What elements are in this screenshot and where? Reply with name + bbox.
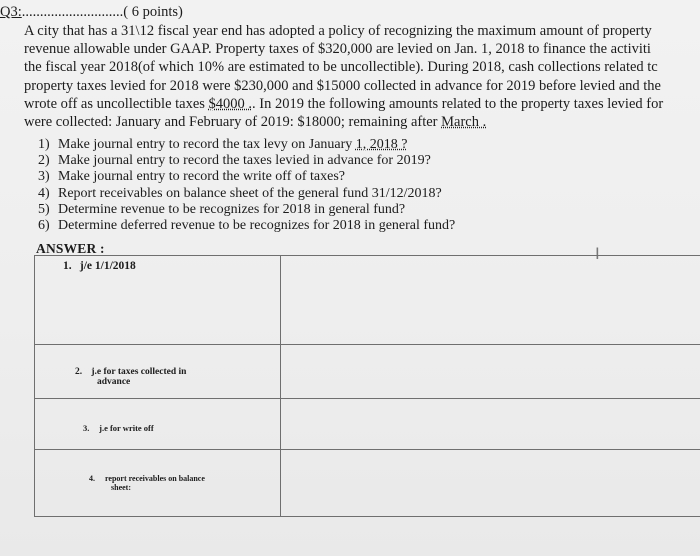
paragraph-line: property taxes levied for 2018 were $230,000 and $15000 collected in advance for 2019 before levied and the [24, 77, 661, 94]
answer-heading: ANSWER : [36, 241, 105, 256]
question-paragraph [24, 22, 700, 131]
march-text: March . [441, 114, 487, 131]
header-dots: ............................ [21, 4, 124, 20]
points-label: ( 6 points) [123, 4, 183, 20]
answer-cell-input[interactable] [281, 450, 700, 517]
question-number: Q3: [0, 4, 22, 20]
answer-cell-input[interactable] [281, 345, 700, 399]
paragraph-line: A city that has a 31\12 fiscal year end has adopted a policy of recognizing the maximum amount of property [24, 23, 652, 39]
answer-cell-label[interactable]: 2. j.e for taxes collected in advance [35, 345, 281, 399]
task-item: 1) Make journal entry to record the tax levy on January 1, 2018 ? [38, 137, 408, 152]
answer-cell-label[interactable]: 3. j.e for write off [35, 399, 281, 450]
table-row [35, 345, 700, 399]
text-cursor-icon: I [595, 244, 600, 263]
answer-cell-input[interactable] [281, 256, 700, 345]
question-header [0, 4, 183, 21]
answer-cell-label[interactable]: 1. j/e 1/1/2018 [35, 256, 281, 345]
task-item: 3) Make journal entry to record the write off of taxes? [38, 169, 346, 185]
task-item: 4) Report receivables on balance sheet of the general fund 31/12/2018? [38, 185, 442, 201]
task-item: 6) Determine deferred revenue to be recognizes for 2018 in general fund? [38, 218, 456, 234]
writeoff-amount: $4000 . [208, 95, 253, 112]
paragraph-line: were collected: January and February of 2019: $18000; remaining after March . [24, 114, 487, 131]
task-item: 5) Determine revenue to be recognizes for 2018 in general fund? [38, 201, 406, 217]
paragraph-line: wrote off as uncollectible taxes $4000 .. In 2019 the following amounts related to the property taxes levied for [24, 95, 664, 112]
paragraph-line: the fiscal year 2018(of which 10% are estimated to be uncollectible). During 2018, cash collections related tc [24, 59, 658, 76]
answer-table [34, 255, 700, 517]
paragraph-line: revenue allowable under GAAP. Property taxes of $320,000 are levied on Jan. 1, 2018 to finance the activiti [24, 41, 651, 58]
answer-cell-label[interactable]: 4. report receivables on balance sheet: [35, 450, 281, 517]
task-item: 2) Make journal entry to record the taxes levied in advance for 2019? [38, 153, 431, 169]
task-list [38, 137, 455, 234]
answer-cell-input[interactable] [281, 399, 700, 450]
table-row [35, 450, 700, 517]
table-row [35, 256, 700, 345]
table-row [35, 399, 700, 450]
